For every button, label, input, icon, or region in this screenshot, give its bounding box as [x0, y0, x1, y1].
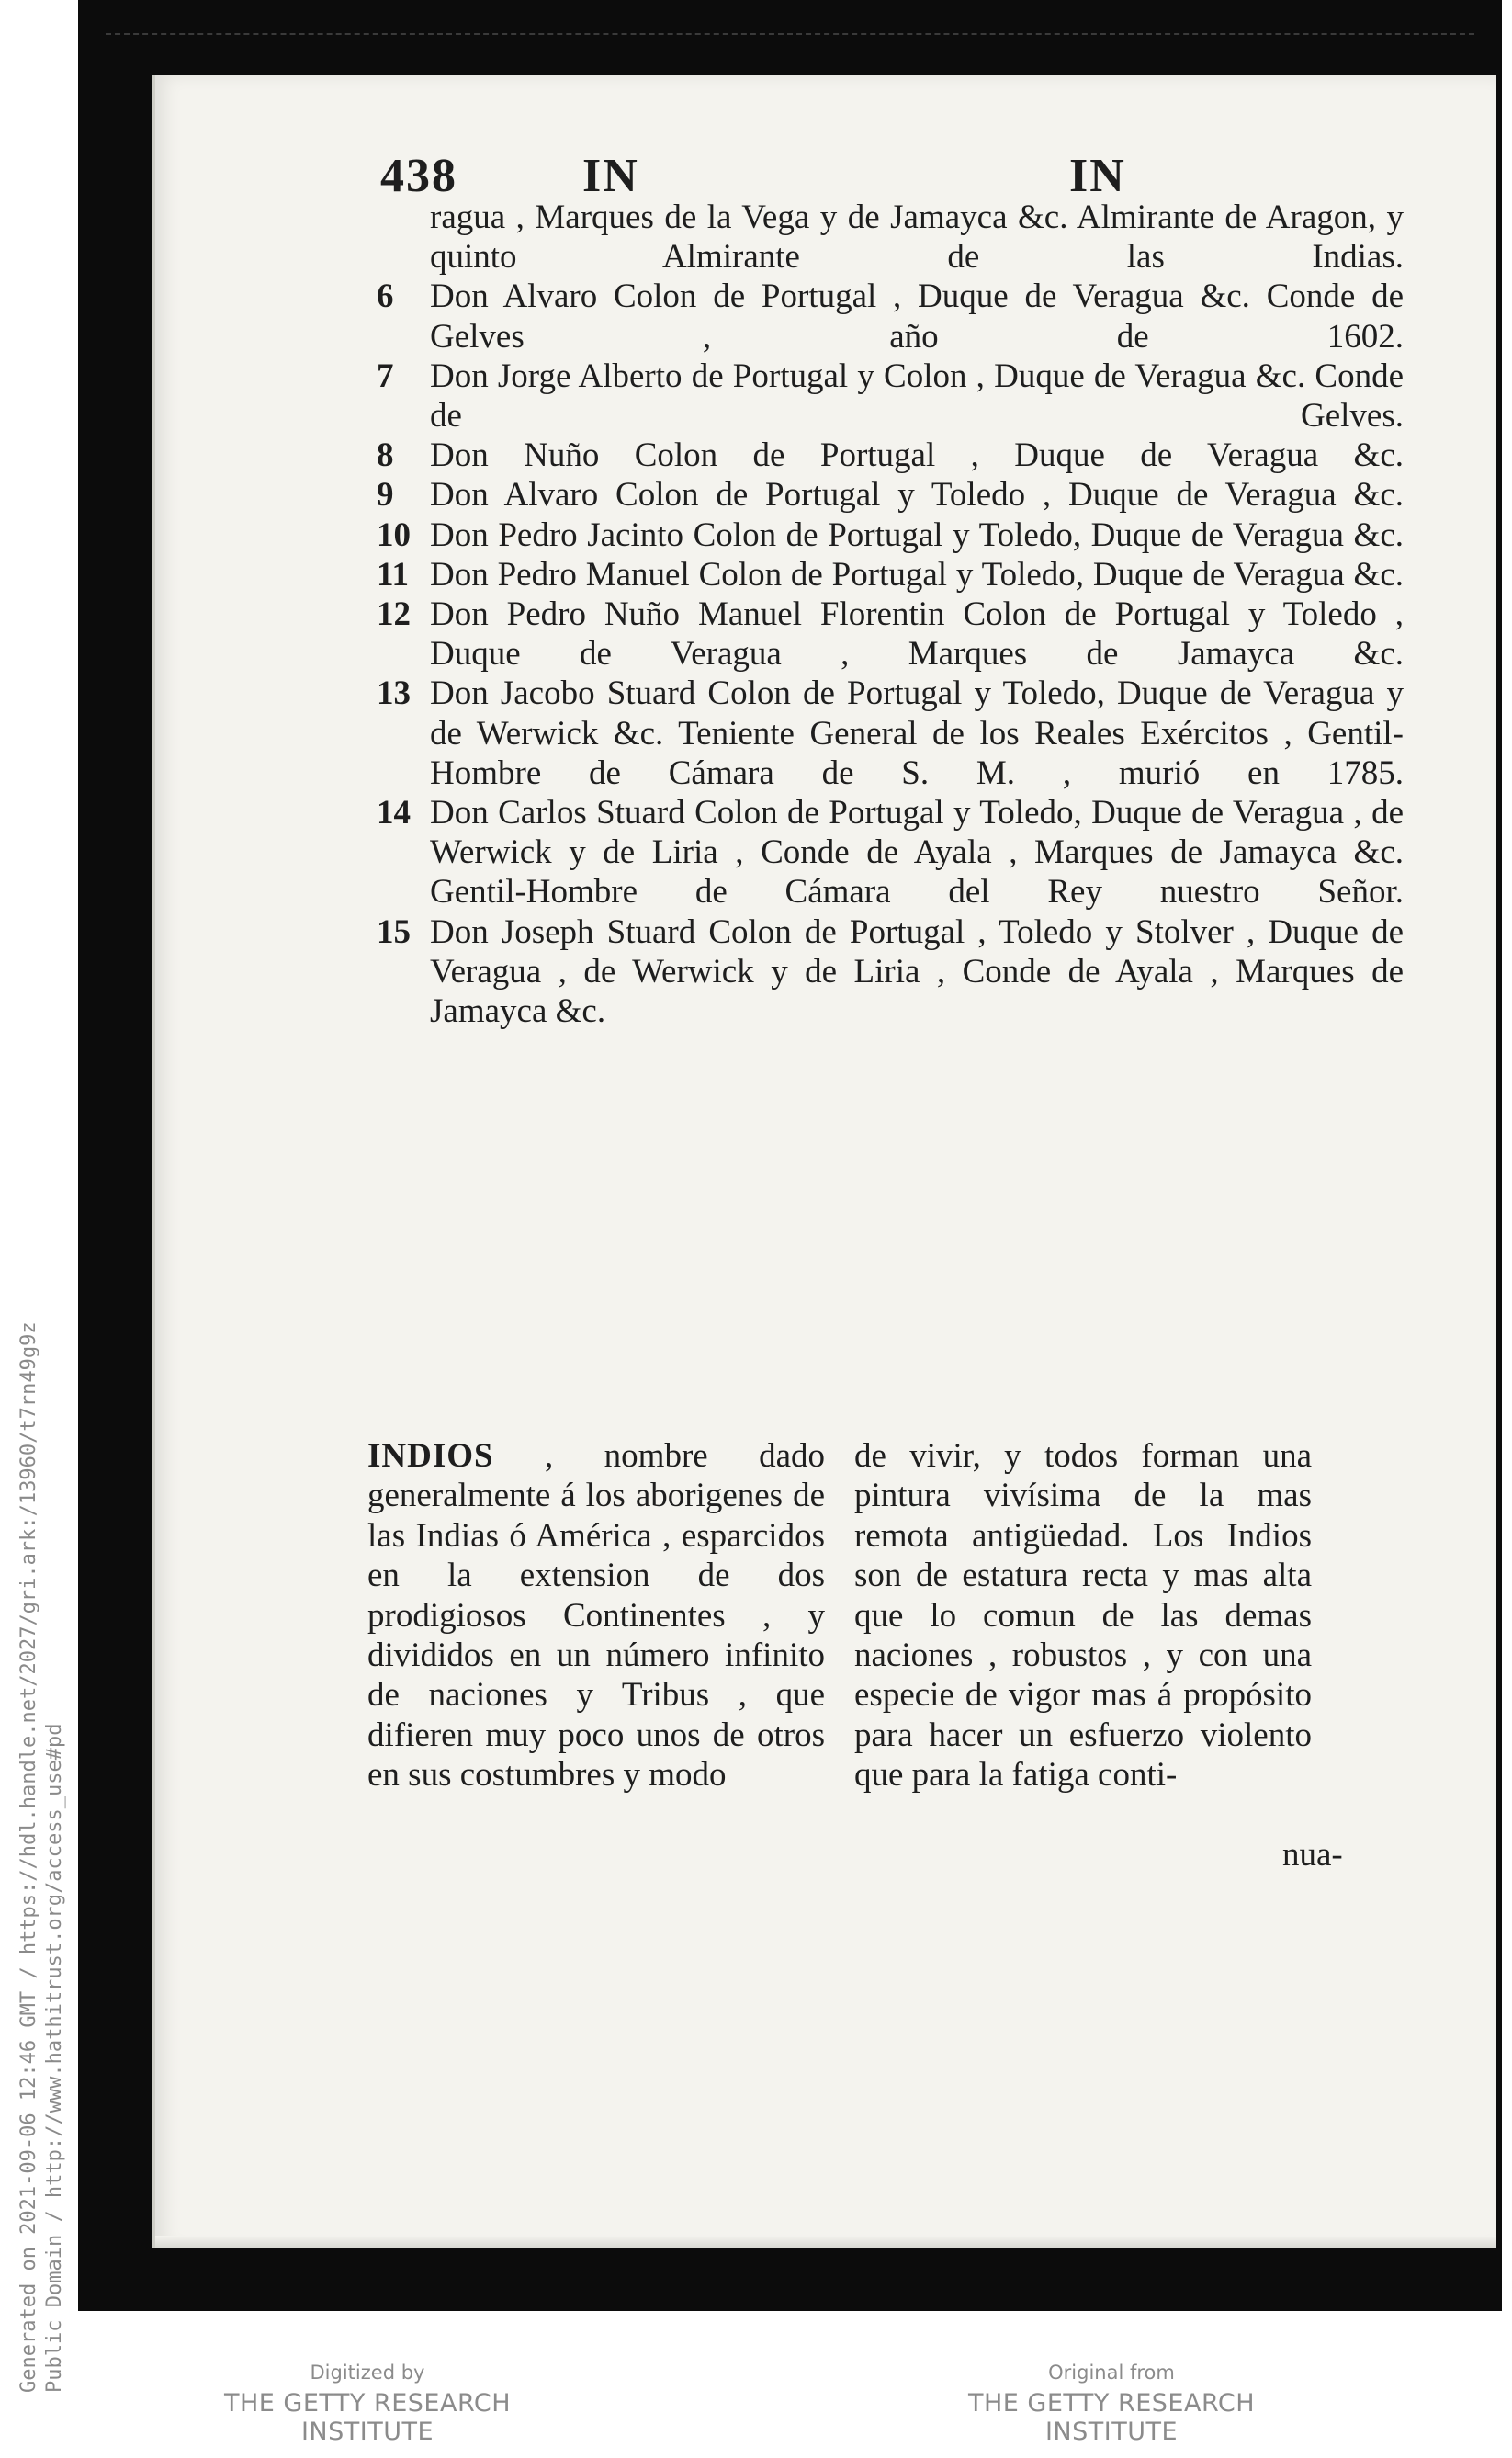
- entry-number: 12: [377, 595, 411, 634]
- original-from-label: Original from: [1048, 2362, 1175, 2384]
- article-left-column: [367, 1436, 825, 1795]
- article-right-text: de vivir, y todos forman una pintura vivísima de la mas remota antigüedad. Los Indios son de estatura recta y mas alta que lo comun de las demas naciones , robustos , y con una especie de vigor mas á propósito para hacer un esfuerzo violento que para la fatiga conti-: [854, 1437, 1312, 1795]
- generation-line: Generated on 2021-09-06 12:46 GMT / https://hdl.handle.net/2027/gri.ark:/13960/t7rn49g9z: [17, 1321, 40, 2393]
- entry-text: Don Carlos Stuard Colon de Portugal y Toledo, Duque de Veragua , de Werwick y de Liria , Conde de Ayala , Marques de Jamayca &c. Gentil-Hombre de Cámara del Rey nuestro Señor.: [430, 794, 1404, 912]
- entry-text: Don Alvaro Colon de Portugal , Duque de Veragua &c. Conde de Gelves , año de 1602.: [430, 278, 1404, 356]
- lineage-entry: [377, 674, 1404, 793]
- rights-line: Public Domain / http://www.hathitrust.org/access_use#pd: [43, 1723, 66, 2393]
- entry-number: 9: [377, 476, 394, 515]
- entry-text: ragua , Marques de la Vega y de Jamayca &c. Almirante de Aragon, y quinto Almirante de las Indias.: [430, 198, 1404, 277]
- lineage-entry: [377, 793, 1404, 912]
- header-right-heading: IN: [1069, 150, 1126, 202]
- entry-text: Don Jorge Alberto de Portugal y Colon , Duque de Veragua &c. Conde de Gelves.: [430, 357, 1404, 436]
- entry-number: 6: [377, 278, 394, 316]
- entry-text: Don Pedro Manuel Colon de Portugal y Toledo, Duque de Veragua &c.: [430, 555, 1404, 594]
- article-keyword: INDIOS: [367, 1437, 494, 1475]
- entry-number: 10: [377, 515, 411, 554]
- lineage-entry: [377, 515, 1404, 555]
- entry-number: 14: [377, 794, 411, 833]
- lineage-entry: [377, 436, 1404, 475]
- lineage-entry: [377, 198, 1404, 277]
- lineage-entry: [377, 475, 1404, 515]
- entry-number: 8: [377, 436, 394, 475]
- entry-text: Don Pedro Jacinto Colon de Portugal y Toledo, Duque de Veragua &c.: [430, 515, 1404, 554]
- lineage-entry: [377, 912, 1404, 1032]
- digitized-by-label: Digitized by: [310, 2362, 425, 2384]
- lineage-entry: [377, 555, 1404, 595]
- page-number: 438: [380, 150, 457, 202]
- header-left-heading: IN: [582, 150, 639, 202]
- digitization-footer: [0, 2362, 1512, 2453]
- entry-text: Don Nuño Colon de Portugal , Duque de Veragua &c.: [430, 436, 1404, 475]
- entry-number: 7: [377, 357, 394, 395]
- entry-text: Don Pedro Nuño Manuel Florentin Colon de Portugal y Toledo , Duque de Veragua , Marques de Jamayca &c.: [430, 595, 1404, 674]
- hathitrust-watermark: [0, 0, 73, 2458]
- original-from-block: [914, 2362, 1309, 2446]
- entry-number: 15: [377, 912, 411, 951]
- digitizer-name: THE GETTY RESEARCH INSTITUTE: [223, 2389, 512, 2446]
- entry-text: Don Joseph Stuard Colon de Portugal , Toledo y Stolver , Duque de Veragua , de Werwick y de Liria , Conde de Ayala , Marques de Jamayca &c.: [430, 912, 1404, 1031]
- article-left-text: , nombre dado generalmente á los aborigenes de las Indias ó América , esparcidos en la extension de dos prodigiosos Continentes , y divididos en un número infinito de naciones y Tribus , que difieren muy poco unos de otros en sus costumbres y modo: [367, 1437, 826, 1795]
- lineage-list: [377, 198, 1404, 1031]
- catchword: nua-: [1282, 1836, 1343, 1874]
- binding-edge: [106, 33, 1474, 37]
- article-right-column: [854, 1436, 1312, 1795]
- digitized-by-block: [170, 2362, 565, 2446]
- lineage-entry: [377, 595, 1404, 674]
- entry-text: Don Jacobo Stuard Colon de Portugal y Toledo, Duque de Veragua y de Werwick &c. Teniente General de los Reales Exércitos , Gentil-Hombre de Cámara de S. M. , murió en 1785.: [430, 674, 1404, 792]
- entry-text: Don Alvaro Colon de Portugal y Toledo , Duque de Veragua &c.: [430, 476, 1404, 515]
- entry-number: 13: [377, 674, 411, 713]
- page-shadow: [155, 2236, 1496, 2248]
- original-source-name: THE GETTY RESEARCH INSTITUTE: [967, 2389, 1256, 2446]
- lineage-entry: [377, 277, 1404, 356]
- entry-number: 11: [377, 555, 409, 594]
- lineage-entry: [377, 357, 1404, 436]
- generation-notice: [17, 1321, 68, 2393]
